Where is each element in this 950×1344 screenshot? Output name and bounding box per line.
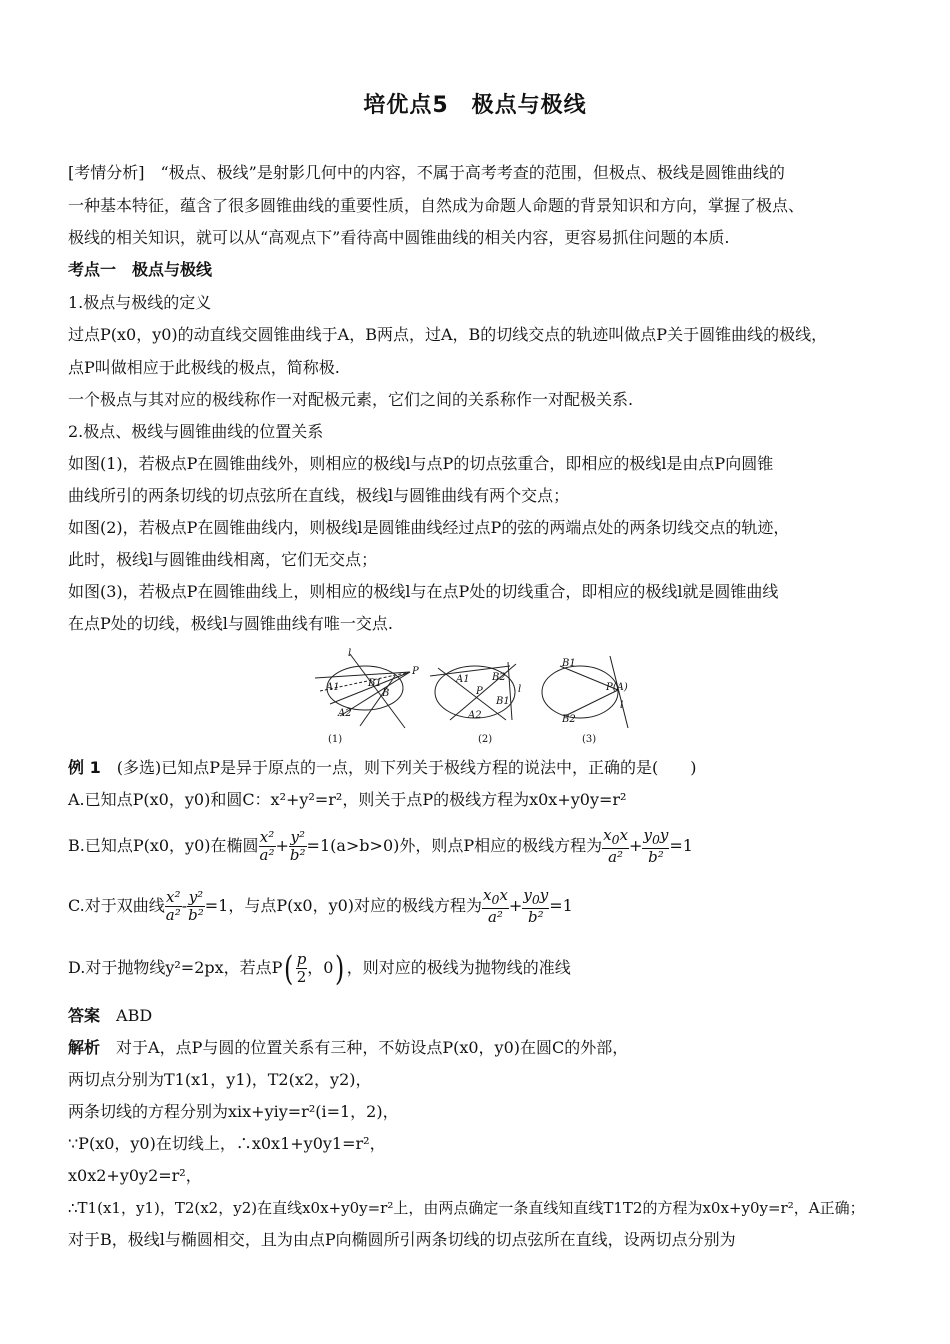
intro-tag: [考情分析] xyxy=(68,163,145,182)
figure2-polar-l xyxy=(508,662,512,720)
option-d-prefix: D.对于抛物线y²=2px，若点P xyxy=(68,958,283,977)
intro-line-3: 极线的相关知识，就可以从“高观点下”看待高中圆锥曲线的相关内容，更容易抓住问题的本质. xyxy=(68,228,730,247)
option-c-suffix: =1 xyxy=(549,896,573,915)
example-stem-text: (多选)已知点P是异于原点的一点，则下列关于极线方程的说法中，正确的是( ) xyxy=(100,758,697,777)
figure2-label: B2 xyxy=(492,672,506,683)
figure2-label: P xyxy=(476,686,483,697)
page-title: 培优点5 极点与极线 xyxy=(363,93,587,118)
option-d-suffix: ，则对应的极线为抛物线的准线 xyxy=(346,958,571,977)
option-b: B.已知点P(x0，y0)在椭圆 $\frac{\text{x²}}{\text{a²}}$ + $\frac{\text{y²}}{\text{b²}}$ =1(a>b>0)外，则点P相应的极线方程为 $\frac{x_0x}{\text{a²}}$ + $\frac{y_0y}{\text{b²}}$ =1 xyxy=(68,826,693,866)
answer-line xyxy=(68,1005,152,1027)
figure1-label: B xyxy=(382,688,390,699)
position-3-line-1: 如图(3)，若极点P在圆锥曲线上，则相应的极线l与在点P处的切线重合，即相应的极线l就是圆锥曲线 xyxy=(68,582,779,601)
solution-text: 对于A，点P与圆的位置关系有三种，不妨设点P(x0，y0)在圆C的外部， xyxy=(100,1038,629,1057)
definition-heading: 1.极点与极线的定义 xyxy=(68,293,212,312)
option-c: C.对于双曲线 $\frac{\text{x²}}{\text{a²}}$ - $\frac{\text{y²}}{\text{b²}}$ =1，与点P(x0，y0)对应的极线方程为 $\frac{x_0x}{\text{a²}}$ + $\frac{y_0y}{\text{b²}}$ =1 xyxy=(68,886,573,926)
intro-line-2: 一种基本特征，蕴含了很多圆锥曲线的重要性质，自然成为命题人命题的背景知识和方向，掌握了极点、 xyxy=(68,196,805,215)
definition-line-1: 过点P(x0，y0)的动直线交圆锥曲线于A，B两点，过A，B的切线交点的轨迹叫做点P关于圆锥曲线的极线， xyxy=(68,325,828,344)
solution-line-6: ∴T1(x1，y1)，T2(x2，y2)在直线x0x+y0y=r²上，由两点确定一条直线知直线T1T2的方程为x0x+y0y=r²，A正确； xyxy=(68,1199,865,1217)
intro-line-1 xyxy=(68,162,785,184)
figure-caption: (3) xyxy=(582,734,597,745)
answer-value: ABD xyxy=(116,1006,153,1025)
solution-line-3: 两条切线的方程分别为xix+yiy=r²(i=1，2)， xyxy=(68,1102,399,1121)
solution-line-4: ∵P(x0，y0)在切线上，∴x0x1+y0y1=r²， xyxy=(68,1134,386,1153)
figure3-label: B2 xyxy=(562,714,576,725)
figure-caption: (2) xyxy=(478,734,493,745)
figure3-label: B1 xyxy=(562,658,576,669)
position-1-line-1: 如图(1)，若极点P在圆锥曲线外，则相应的极线l与点P的切点弦重合，即相应的极线l是由点P向圆锥 xyxy=(68,454,774,473)
figure1-label: A1 xyxy=(326,682,340,693)
figure2-label: A1 xyxy=(456,674,470,685)
solution-line-2: 两切点分别为T1(x1，y1)，T2(x2，y2)， xyxy=(68,1070,372,1089)
figure3-label: l xyxy=(620,700,624,711)
figure1-label: l xyxy=(348,648,352,659)
position-2-line-2: 此时，极线l与圆锥曲线相离，它们无交点； xyxy=(68,550,378,569)
solution-line-5: x0x2+y0y2=r²， xyxy=(68,1166,202,1185)
figure3-line xyxy=(565,690,618,716)
figure1-polar-l xyxy=(350,654,405,728)
figure1-label: A2 xyxy=(338,708,352,719)
section-heading: 考点一 极点与极线 xyxy=(68,260,213,279)
figure2-label: B1 xyxy=(496,696,510,707)
figure3-label: P(A) xyxy=(606,682,628,693)
intro-text-1: “极点、极线”是射影几何中的内容，不属于高考考查的范围，但极点、极线是圆锥曲线的 xyxy=(144,163,785,182)
solution-line-7: 对于B，极线l与椭圆相交，且为由点P向椭圆所引两条切线的切点弦所在直线，设两切点分别为 xyxy=(68,1230,736,1249)
option-d: D.对于抛物线y²=2px，若点P( $\frac{p}{2}$ ，0) ，则对应的极线为抛物线的准线 xyxy=(68,948,571,989)
solution-label: 解析 xyxy=(68,1038,101,1057)
position-heading: 2.极点、极线与圆锥曲线的位置关系 xyxy=(68,422,324,441)
figure2-label: A2 xyxy=(468,710,482,721)
example-label: 例 1 xyxy=(68,758,101,777)
answer-label: 答案 xyxy=(68,1006,101,1025)
definition-line-3: 一个极点与其对应的极线称作一对配极元素，它们之间的关系称作一对配极关系. xyxy=(68,390,634,409)
figure1-label: P xyxy=(412,666,419,677)
figure-caption: (1) xyxy=(328,734,343,745)
position-1-line-2: 曲线所引的两条切线的切点弦所在直线，极线l与圆锥曲线有两个交点； xyxy=(68,486,570,505)
option-b-middle: =1(a>b>0)外，则点P相应的极线方程为 xyxy=(306,836,603,855)
definition-line-2: 点P叫做相应于此极线的极点，简称极. xyxy=(68,358,340,377)
option-c-prefix: C.对于双曲线 xyxy=(68,896,165,915)
position-3-line-2: 在点P处的切线，极线l与圆锥曲线有唯一交点. xyxy=(68,614,393,633)
option-b-suffix: =1 xyxy=(669,836,693,855)
position-2-line-1: 如图(2)，若极点P在圆锥曲线内，则极线l是圆锥曲线经过点P的弦的两端点处的两条切线交点的轨迹， xyxy=(68,518,790,537)
example-stem xyxy=(68,757,696,779)
solution-line-1 xyxy=(68,1037,628,1059)
option-a: A.已知点P(x0，y0)和圆C：x²+y²=r²，则关于点P的极线方程为x0x+y0y=r² xyxy=(68,790,627,809)
option-c-middle: =1，与点P(x0，y0)对应的极线方程为 xyxy=(204,896,483,915)
figure2-label: l xyxy=(518,684,522,695)
option-b-prefix: B.已知点P(x0，y0)在椭圆 xyxy=(68,836,259,855)
figure1-label: B1 xyxy=(368,678,382,689)
pole-polar-figure xyxy=(310,646,640,746)
